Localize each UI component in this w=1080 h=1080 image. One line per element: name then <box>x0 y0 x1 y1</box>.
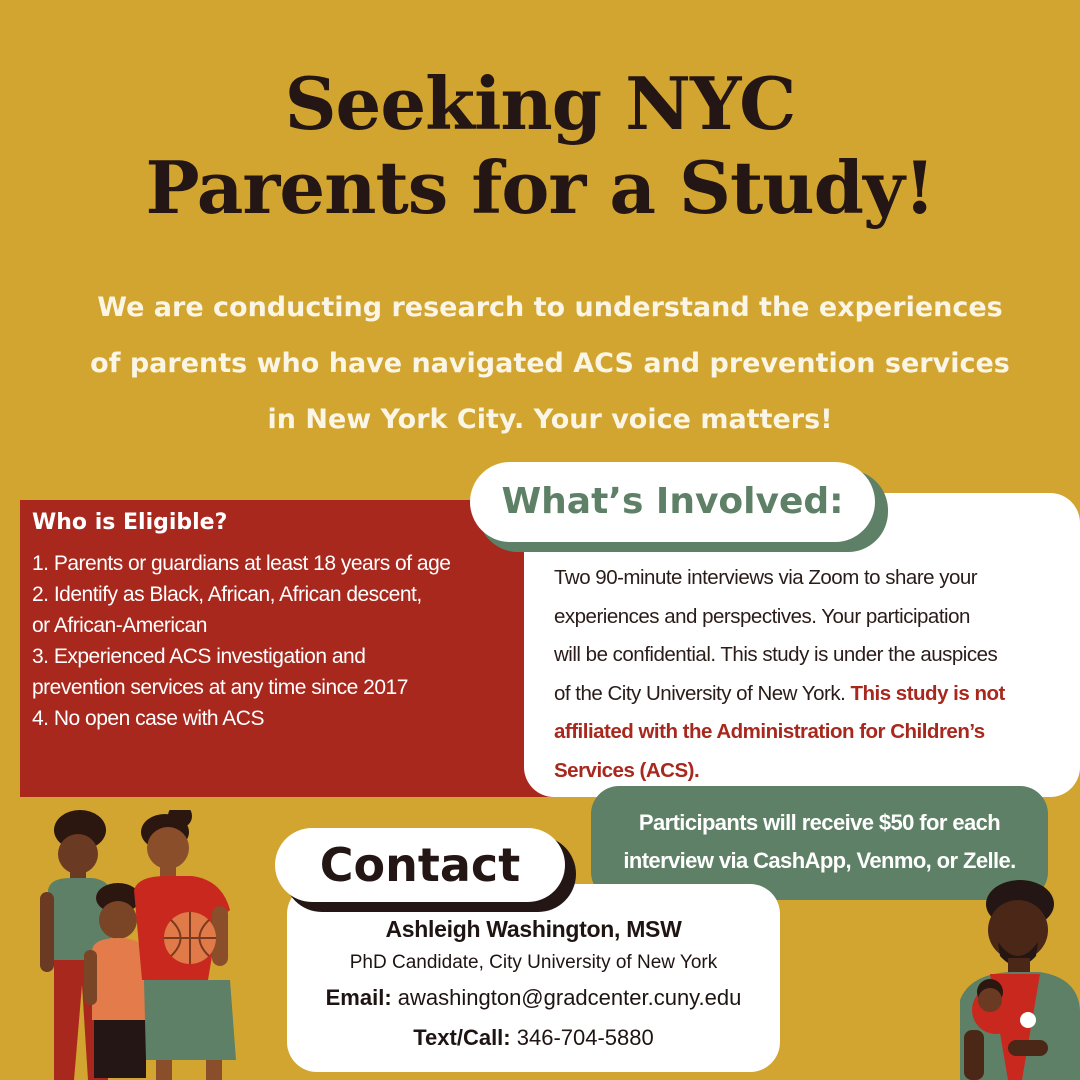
intro-line-3: in New York City. Your voice matters! <box>267 404 833 435</box>
email-label: Email: <box>325 985 392 1010</box>
eligibility-line: 3. Experienced ACS investigation and <box>32 645 366 668</box>
involved-line: will be confidential. This study is under the auspices <box>554 643 998 666</box>
email-link[interactable]: awashington@gradcenter.cuny.edu <box>391 985 742 1010</box>
eligibility-heading: Who is Eligible? <box>32 510 228 535</box>
eligibility-line: 2. Identify as Black, African, African descent, <box>32 583 422 606</box>
involved-line: experiences and perspectives. Your participation <box>554 604 970 628</box>
contact-heading: Contact <box>319 838 521 892</box>
family-illustration <box>30 810 280 1080</box>
payment-line-2: interview via CashApp, Venmo, or Zelle. <box>623 848 1016 873</box>
contact-phone <box>287 1018 780 1058</box>
eligibility-list <box>32 548 532 734</box>
contact-email <box>287 978 780 1018</box>
phone-number[interactable]: 346-704-5880 <box>510 1025 654 1050</box>
involved-line-plain: of the City University of New York. <box>554 681 851 705</box>
eligibility-line: 1. Parents or guardians at least 18 years of age <box>32 552 451 575</box>
involved-heading: What’s Involved: <box>501 481 844 522</box>
eligibility-line: prevention services at any time since 2017 <box>32 676 408 699</box>
page-title <box>0 62 1080 230</box>
intro-text <box>30 280 1070 448</box>
title-line-2: Parents for a Study! <box>145 145 935 230</box>
phone-label: Text/Call: <box>413 1025 511 1050</box>
intro-line-2: of parents who have navigated ACS and prevention services <box>90 348 1010 379</box>
father-with-baby-illustration <box>930 880 1080 1080</box>
involved-line: Two 90-minute interviews via Zoom to share your <box>554 566 978 589</box>
involved-text <box>554 559 1074 790</box>
contact-name: Ashleigh Washington, MSW <box>385 916 682 942</box>
contact-heading-pill <box>275 828 565 902</box>
disclaimer-text: affiliated with the Administration for Children’s <box>554 720 985 743</box>
involved-line <box>554 675 1074 714</box>
involved-heading-pill <box>470 462 875 542</box>
disclaimer-text: Services (ACS). <box>554 758 700 782</box>
basketball-icon <box>164 912 216 964</box>
intro-line-1: We are conducting research to understand the experiences <box>97 292 1003 323</box>
payment-line-1: Participants will receive $50 for each <box>638 810 1001 835</box>
contact-role: PhD Candidate, City University of New York <box>349 952 718 973</box>
eligibility-line: 4. No open case with ACS <box>32 707 264 730</box>
contact-card <box>287 884 780 1072</box>
title-line-1: Seeking NYC <box>284 61 796 146</box>
eligibility-line: or African-American <box>32 614 207 637</box>
disclaimer-text: This study is not <box>850 681 1005 705</box>
